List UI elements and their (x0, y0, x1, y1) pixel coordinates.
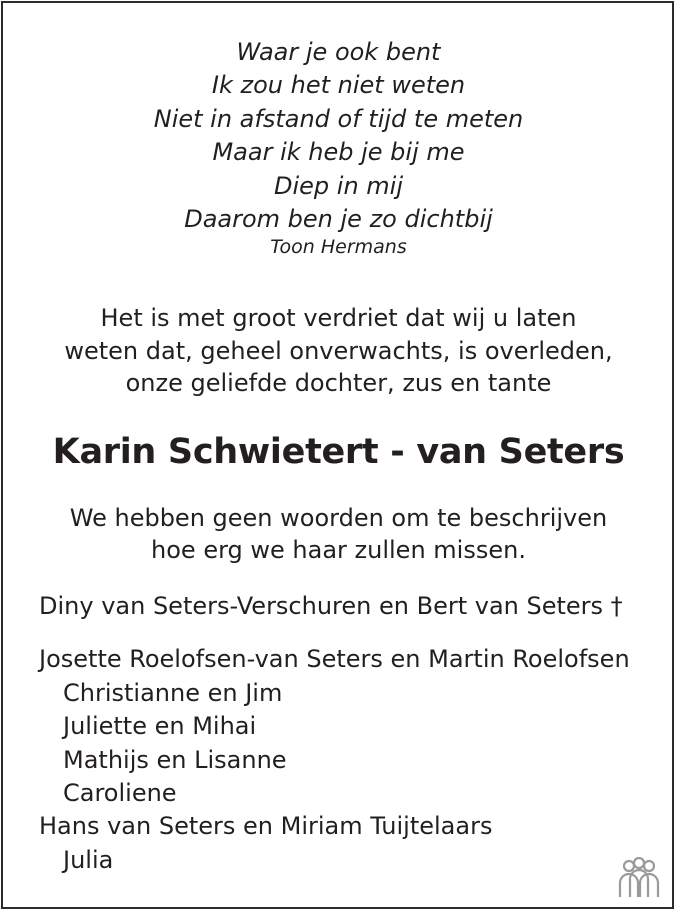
family-sibling: Josette Roelofsen-van Seters en Martin Roelofsen (39, 645, 630, 674)
announcement-line: Het is met groot verdriet dat wij u laten (100, 304, 577, 332)
poem-author: Toon Hermans (270, 236, 407, 259)
family-sibling: Hans van Seters en Miriam Tuijtelaars (39, 812, 493, 841)
deceased-name: Karin Schwietert - van Seters (52, 432, 625, 472)
family-child: Juliette en Mihai (63, 712, 257, 741)
poem (0, 36, 677, 261)
family-child: Mathijs en Lisanne (63, 745, 287, 774)
poem-line: Diep in mij (274, 171, 403, 200)
family-child: Christianne en Jim (63, 678, 283, 707)
quote-line: We hebben geen woorden om te beschrijven (69, 504, 608, 532)
quote-line: hoe erg we haar zullen missen. (151, 536, 526, 564)
people-group-icon (616, 857, 662, 901)
family-child: Julia (63, 845, 114, 874)
family-parents: Diny van Seters-Verschuren en Bert van Seters † (39, 592, 623, 620)
announcement-line: onze geliefde dochter, zus en tante (125, 369, 552, 397)
family-list (39, 590, 630, 877)
poem-line: Maar ik heb je bij me (212, 138, 465, 167)
poem-line: Daarom ben je zo dichtbij (184, 205, 493, 234)
family-spacer (39, 623, 630, 643)
poem-line: Ik zou het niet weten (211, 71, 466, 100)
announcement-line: weten dat, geheel onverwachts, is overleden, (64, 336, 613, 365)
announcement-text (0, 302, 677, 400)
poem-line: Waar je ook bent (236, 38, 441, 66)
farewell-quote (0, 502, 677, 566)
family-child: Caroliene (63, 779, 177, 808)
poem-line: Niet in afstand of tijd te meten (153, 104, 524, 133)
